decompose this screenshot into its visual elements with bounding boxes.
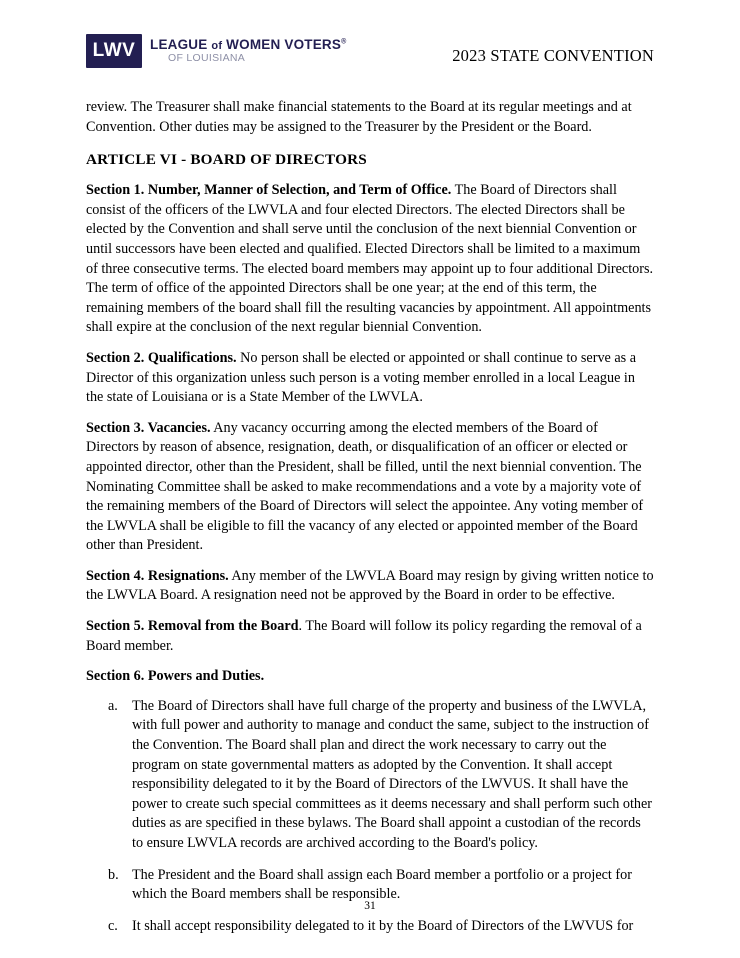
lwv-wordmark-line1 xyxy=(150,38,346,53)
lwv-wordmark-line2: OF LOUISIANA xyxy=(168,52,246,65)
list-item-marker: a. xyxy=(108,697,118,714)
section-6-heading: Section 6. Powers and Duties. xyxy=(86,668,265,685)
continued-paragraph: review. The Treasurer shall make financial statements to the Board at its regular meetings and at Convention. Other duties may be assigned to the Treasurer by the President or the Board. xyxy=(86,99,632,135)
section-3-text: Any vacancy occurring among the elected members of the Board of Directors by reason of absence, resignation, death, or disqualification of an officer or elected or appointed director, other than the President, shall be filled, until the next biennial convention. The Nominating Committee shall be asked to make recommendations and a vote by a majority vote of the remaining members of the Board of Directors will select the appointee. Any voting member of the LWVLA shall be eligible to fill the vacancy of any elected or appointed member of the Board other than President. xyxy=(86,419,644,554)
section-5-lead: Section 5. Removal from the Board xyxy=(86,618,299,635)
section-4-paragraph xyxy=(86,567,654,606)
list-item xyxy=(86,917,654,937)
section-5-paragraph xyxy=(86,617,654,656)
page-header xyxy=(86,34,654,84)
list-item-text: The Board of Directors shall have full charge of the property and business of the LWVLA, with full power and authority to manage and conduct the same, subject to the instruction of the Convention. The Board shall plan and direct the work necessary to carry out the program on state governmental matters as adopted by the Convention. It shall accept responsibility delegated to it by the Board of Directors of the LWVUS. It shall have the power to create such special committees as it deems necessary and shall perform such other duties as are specified in these bylaws. The Board shall appoint a custodian of the records to ensure LWVLA records are archived according to the Board's policy. xyxy=(132,697,653,851)
lwv-word-women-voters: WOMEN VOTERS xyxy=(226,36,342,52)
lwv-monogram-icon: LWV xyxy=(86,34,142,68)
document-body xyxy=(86,98,654,948)
section-2-text: No person shall be elected or appointed or shall continue to serve as a Director of this organization unless such person is a voting member enrolled in a local League in the state of Louisiana or is a State Member of the LWVLA. xyxy=(86,349,637,406)
list-item-marker: c. xyxy=(108,917,118,934)
page-title: 2023 STATE CONVENTION xyxy=(452,46,654,65)
registered-mark-icon: ® xyxy=(341,38,347,46)
list-item xyxy=(86,697,654,854)
section-3-lead: Section 3. Vacancies. xyxy=(86,419,211,436)
lwv-word-of: of xyxy=(211,39,223,52)
page-number: 31 xyxy=(364,900,376,912)
list-item-marker: b. xyxy=(108,866,119,883)
section-2-lead: Section 2. Qualifications. xyxy=(86,349,237,366)
section-2-paragraph xyxy=(86,349,654,408)
section-3-paragraph xyxy=(86,419,654,556)
list-item-text: It shall accept responsibility delegated to it by the Board of Directors of the LWVUS for xyxy=(132,917,634,934)
section-1-lead: Section 1. Number, Manner of Selection, and Term of Office. xyxy=(86,182,452,199)
lwv-logo xyxy=(86,34,346,68)
list-item xyxy=(86,866,654,905)
section-4-text: Any member of the LWVLA Board may resign by giving written notice to the LWVLA Board. A resignation need not be approved by the Board in order to be effective. xyxy=(86,567,654,604)
list-item-text: The President and the Board shall assign each Board member a portfolio or a project for which the Board members shall be responsible. xyxy=(132,866,632,903)
section-4-lead: Section 4. Resignations. xyxy=(86,567,229,584)
section-1-text: The Board of Directors shall consist of the officers of the LWVLA and four elected Directors. The elected Directors shall be elected by the Convention and shall serve until the conclusion of the next biennial Convention or until successors have been elected and qualified. Elected Directors shall be limited to a maximum of three consecutive terms. The elected board members may appoint up to four additional Directors. The term of office of the appointed Directors shall be one year; at the end of this term, the remaining members of the board shall fill the resulting vacancies by appointment. All appointments shall expire at the conclusion of the next regular biennial Convention. xyxy=(86,182,654,336)
section-1-paragraph xyxy=(86,181,654,338)
article-heading: ARTICLE VI - BOARD OF DIRECTORS xyxy=(86,151,367,169)
lwv-wordmark xyxy=(150,38,346,65)
section-5-text: . The Board will follow its policy regarding the removal of a Board member. xyxy=(86,618,642,654)
lwv-word-league: LEAGUE xyxy=(150,36,208,52)
